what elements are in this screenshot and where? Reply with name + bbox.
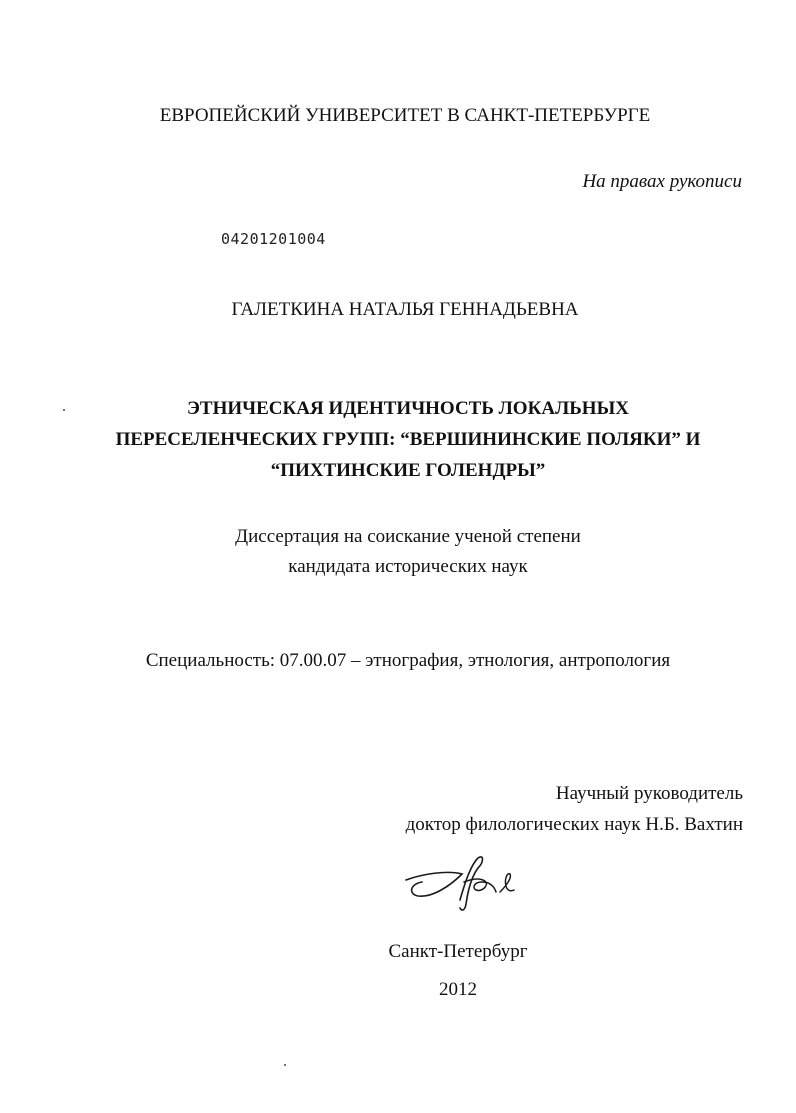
publication-city: Санкт-Петербург xyxy=(388,941,528,962)
document-number-stamp: 04201201004 xyxy=(221,230,326,248)
dissertation-title xyxy=(0,393,796,486)
publication-year: 2012 xyxy=(439,979,477,1000)
title-line-2: ПЕРЕСЕЛЕНЧЕСКИХ ГРУПП: “ВЕРШИНИНСКИЕ ПОЛЯКИ” И xyxy=(115,429,701,450)
university-name: ЕВРОПЕЙСКИЙ УНИВЕРСИТЕТ В САНКТ-ПЕТЕРБУРГЕ xyxy=(159,105,651,126)
degree-line-2: кандидата исторических наук xyxy=(288,556,528,577)
scan-speck xyxy=(63,409,65,411)
supervisor-block xyxy=(406,778,743,840)
specialty-line: Специальность: 07.00.07 – этнография, этнология, антропология xyxy=(145,650,671,671)
degree-line-1: Диссертация на соискание ученой степени xyxy=(235,526,581,547)
scan-speck xyxy=(284,1064,286,1066)
handwritten-signature xyxy=(402,852,522,912)
manuscript-rights-note: На правах рукописи xyxy=(582,171,742,192)
author-name: ГАЛЕТКИНА НАТАЛЬЯ ГЕННАДЬЕВНА xyxy=(231,299,579,320)
title-line-3: “ПИХТИНСКИЕ ГОЛЕНДРЫ” xyxy=(270,460,546,481)
title-line-1: ЭТНИЧЕСКАЯ ИДЕНТИЧНОСТЬ ЛОКАЛЬНЫХ xyxy=(187,398,629,419)
degree-statement xyxy=(0,522,796,582)
supervisor-name: доктор филологических наук Н.Б. Вахтин xyxy=(405,814,743,835)
supervisor-role: Научный руководитель xyxy=(555,783,743,804)
